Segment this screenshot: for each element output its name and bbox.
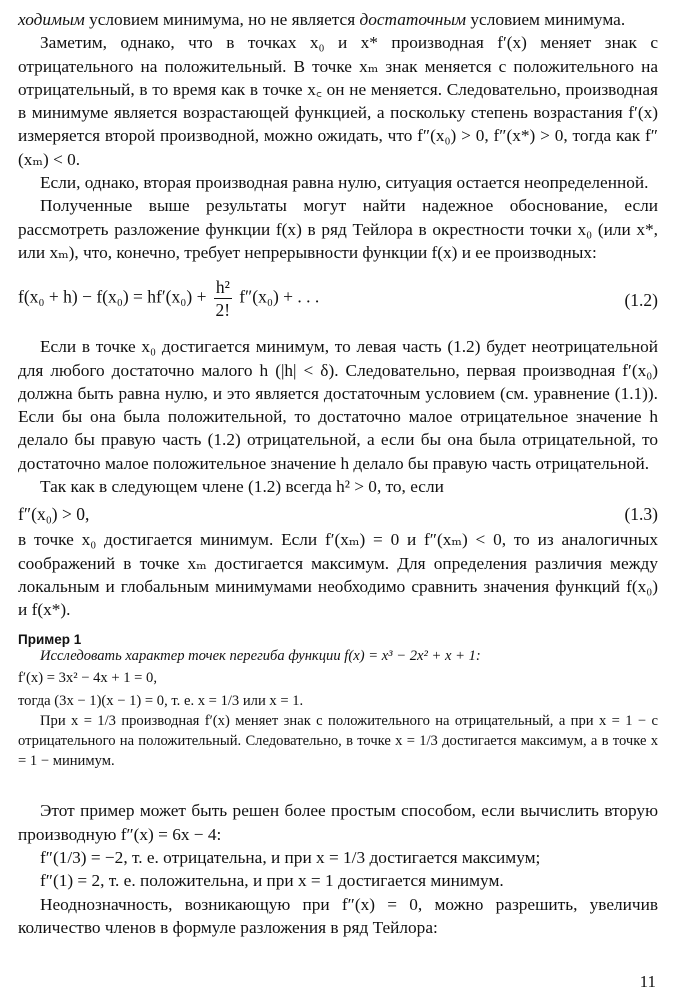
spacer (18, 771, 658, 799)
equation-number: (1.3) (624, 504, 658, 525)
text-span: условием минимума, но не является (84, 10, 360, 29)
example-title: Пример 1 (18, 631, 82, 647)
paragraph-7: Этот пример может быть решен более простым способом, если вычислить вторую производную f″(x) = 6x − 4: (18, 801, 658, 844)
example-block (18, 632, 658, 772)
paragraph-8a: f″(1/3) = −2, т. е. отрицательна, и при x = 1/3 достигается максимум; (40, 847, 541, 867)
paragraph-3: Полученные выше результаты могут найти надежное обоснование, если рассмотреть разложение функции f(x) в ряд Тейлора в окрестности точки x₀ (или x*, или xₘ), что, конечно, требует непрерывности функции f(x) и ее производных: (18, 196, 658, 262)
formula-1-3 (18, 502, 658, 526)
paragraph-4: Если в точке x₀ достигается минимум, то левая часть (1.2) будет неотрицательной для любого достаточно малого h (|h| < δ). Следовательно, первая производная f′(x₀) должна быть равна нулю, и это является достаточным условием (см. уравнение (1.1)). Если бы она была положительной, то достаточно малое отрицательное значение h делало бы правую часть (1.2) отрицательной, а если бы она была отрицательной, то достаточно малое положительное значение h делало бы правую часть отрицательной. (18, 337, 658, 473)
fraction (214, 276, 232, 321)
text-span: условием минимума. (466, 10, 626, 29)
fraction-numerator: h² (215, 277, 230, 298)
paragraph-5: Так как в следующем члене (1.2) всегда h² > 0, то, если (40, 477, 444, 497)
formula-1-2 (18, 276, 658, 321)
fraction-denominator: 2! (215, 300, 231, 321)
paragraph-0 (18, 8, 658, 31)
emphasis-necessary: ходимым (18, 10, 85, 29)
formula-left: f(x₀ + h) − f(x₀) = hf′(x₀) + (18, 286, 211, 307)
paragraph-8b: f″(1) = 2, т. е. положительна, и при x = 1 достигается минимум. (40, 871, 504, 891)
example-line-3: При x = 1/3 производная f′(x) меняет знак с положительного на отрицательный, а при x = 1 − с отрицательного на положительный. Следовательно, в точке x = 1/3 достигается максимум, а в точке x = 1 − минимум. (18, 712, 658, 769)
formula-text: f″(x₀) > 0, (18, 504, 90, 525)
paragraph-2: Если, однако, вторая производная равна нулю, ситуация остается неопределенной. (40, 173, 649, 193)
equation-number: (1.2) (624, 290, 658, 311)
example-line-2: тогда (3x − 1)(x − 1) = 0, т. е. x = 1/3 или x = 1. (18, 693, 304, 710)
book-page (18, 8, 658, 939)
formula-right: f″(x₀) + . . . (234, 286, 320, 307)
paragraph-1: Заметим, однако, что в точках x₀ и x* производная f′(x) меняет знак с отрицательного на положительный. В точке xₘ знак меняется с положительного на отрицательный, в то время как в точке x꜀ он не меняется. Следовательно, производная в минимуме является возрастающей функцией, а поскольку степень возрастания f′(x) измеряется второй производной, можно ожидать, что f″(x₀) > 0, f″(x*) > 0, тогда как f″(xₘ) < 0. (18, 33, 658, 169)
emphasis-sufficient: достаточным (359, 10, 467, 29)
paragraph-9: Неоднозначность, возникающую при f″(x) = 0, можно разрешить, увеличив количество членов в формуле разложения в ряд Тейлора: (18, 894, 658, 937)
paragraph-6: в точке x₀ достигается минимум. Если f′(xₘ) = 0 и f″(xₘ) < 0, то из аналогичных соображений в точке xₘ достигается максимум. Для определения различия между локальным и глобальным минимумами необходимо сравнить значения функций f(x₀) и f(x*). (18, 530, 658, 620)
example-line-1: f′(x) = 3x² − 4x + 1 = 0, (18, 670, 157, 687)
example-task: Исследовать характер точек перегиба функции f(x) = x³ − 2x² + x + 1: (40, 647, 481, 664)
page-number: 11 (639, 972, 656, 991)
